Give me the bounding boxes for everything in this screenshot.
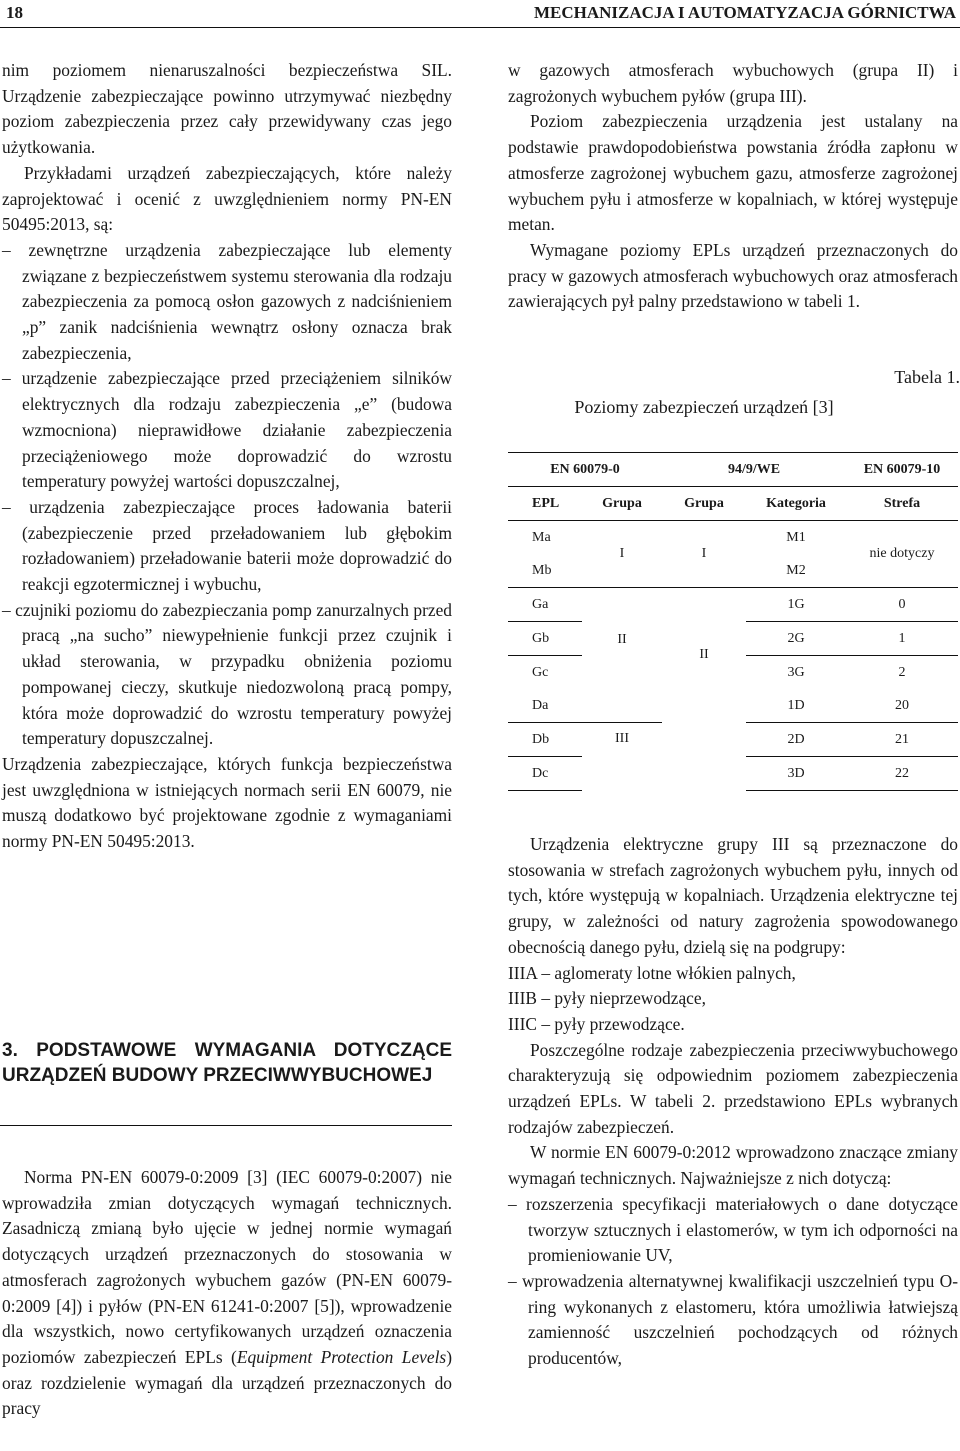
table-cell: 3D: [746, 757, 846, 791]
left-column: [2, 58, 452, 855]
left-paragraph-3: Urządzenia zabezpieczające, których funkcja bezpieczeństwa jest uwzględniona w istniejących normach serii EN 60079, nie muszą dodatkowo być projektowane zgodnie z wymaganiami normy PN-EN 50495:2013.: [2, 753, 452, 852]
header-rule: [0, 27, 960, 28]
table-cell: 20: [846, 689, 958, 723]
std-94-9-we: 94/9/WE: [662, 453, 846, 487]
page-number: 18: [6, 3, 23, 22]
table-cell: [662, 723, 746, 791]
table-cell: Gc: [532, 664, 549, 680]
table-cell: I: [582, 521, 662, 588]
table-label: Tabela 1.: [894, 367, 960, 387]
table-cell: Dc: [508, 757, 582, 791]
header-grupa: Grupa: [662, 487, 746, 521]
right-paragraph-3: Wymagane poziomy EPLs urządzeń przeznaczonych do pracy w gazowych atmosferach wybuchowych oraz atmosferach zawierających pył palny przedstawiono w tabeli 1.: [508, 239, 958, 312]
table-row: [508, 521, 958, 555]
right-paragraph-4: Urządzenia elektryczne grupy III są przeznaczone do stosowania w strefach zagrożonych wybuchem pyłu, innych od tych, które występują w kopalniach. Urządzenia elektryczne tej grupy, w zależności od natury zagrożenia spowodowanego obecnością danego pyłu, dzielą się na podgrupy:: [508, 834, 958, 957]
header-epl: EPL: [508, 487, 582, 521]
subgroup-iiic: IIIC – pyły przewodzące.: [508, 1013, 685, 1034]
table-cell: 21: [846, 723, 958, 757]
table-cell: Da: [508, 689, 582, 723]
table-title: Poziomy zabezpieczeń urządzeń [3]: [574, 397, 834, 417]
right-paragraph-1: w gazowych atmosferach wybuchowych (grupa II) i zagrożonych wybuchem pyłów (grupa III).: [508, 60, 958, 106]
right-paragraph-2: Poziom zabezpieczenia urządzenia jest ustalany na podstawie prawdopodobieństwa powstania źródła zapłonu w atmosferze zagrożonej wybuchem gazu, atmosferze zagrożonej wybuchem pyłu i atmosferze w kopalniach, w której występuje metan.: [508, 111, 958, 235]
journal-title: MECHANIZACJA I AUTOMATYZACJA GÓRNICTWA: [533, 3, 956, 22]
epl-expansion: Equipment Protection Levels: [236, 1346, 447, 1367]
right-column-bottom: [508, 832, 958, 1372]
epl-table: [508, 452, 958, 791]
table-cell: Mb: [508, 554, 582, 588]
table-header-row: [508, 487, 958, 521]
section-rule: [0, 1125, 452, 1126]
std-en-60079-0: EN 60079-0: [508, 453, 662, 487]
table-cell: Db: [508, 723, 582, 757]
table-cell: 1: [846, 622, 958, 656]
std-en-60079-10: EN 60079-10: [846, 453, 958, 487]
table-cell: 2G: [746, 622, 846, 656]
right-paragraph-6: W normie EN 60079-0:2012 wprowadzono znaczące zmiany wymagań technicznych. Najważniejsze z nich dotyczą:: [508, 1142, 958, 1189]
table-cell: II: [699, 647, 709, 663]
page-header: [0, 0, 960, 28]
table-row: [508, 588, 958, 622]
table-cell: 0: [846, 588, 958, 622]
table-cell: 1G: [746, 588, 846, 622]
bullet-level-sensors: – czujniki poziomu do zabezpieczania pomp zanurzalnych przed pracą „na sucho” niewypełnienie funkcji przez czujnik i układ sterowania, w przypadku obniżenia poziomu pompowanej cieczy, skutkuje niedozwoloną pracą pompy, która może doprowadzić do wzrostu temperatury powyżej temperatury dopuszczalnej.: [2, 599, 452, 749]
table-cell: [582, 689, 662, 723]
table-cell: 22: [846, 757, 958, 791]
table-cell: II: [617, 631, 627, 647]
table-cell: Gb: [508, 622, 582, 656]
left-column-bottom: [2, 1165, 452, 1422]
bullet-o-ring: – wprowadzenia alternatywnej kwalifikacji uszczelnień typu O-ring wykonanych z elastomeru, która umożliwia łatwiejszą zamienność uszczelnień pochodzących od różnych producentów,: [508, 1270, 958, 1369]
table-cell: 1D: [746, 689, 846, 723]
table-cell: nie dotyczy: [846, 521, 958, 588]
section-heading: 3. PODSTAWOWE WYMAGANIA DOTYCZĄCE URZĄDZEŃ BUDOWY PRZECIWWYBUCHOWEJ: [2, 1040, 452, 1086]
subgroup-iiia: IIIA – aglomeraty lotne włókien palnych,: [508, 962, 796, 983]
header-kategoria: Kategoria: [746, 487, 846, 521]
left-paragraph-4: Norma PN-EN 60079-0:2009 [3] (IEC 60079-0:2007) nie wprowadziła zmian dotyczących wymagań technicznych. Zasadniczą zmianą było ujęcie w jednej normie wymagań dotyczących urządzeń przeznaczonych do stosowania w atmosferach zagrożonych wybuchem gazów (PN-EN 60079-0:2009 [4]) i pyłów (PN-EN 61241-0:2007 [5]), wprowadzenie dla wszystkich, nowo certyfikowanych urządzeń oznaczenia poziomów zabezpieczeń EPLs (Equipment Protection Levels) oraz rozdzielenie wymagań dla urządzeń przeznaczonych do pracy: [2, 1167, 453, 1419]
left-paragraph-2: Przykładami urządzeń zabezpieczających, które należy zaprojektować i ocenić z uwzględnieniem normy PN-EN 50495:2013, są:: [2, 162, 452, 235]
table-cell: III: [615, 731, 629, 746]
table-cell: M1: [786, 529, 806, 545]
table-cell: 2D: [746, 723, 846, 757]
bullet-motor-overload: – urządzenie zabezpieczające przed przeciążeniem silników elektrycznych dla rodzaju zabezpieczenia „e” (budowa wzmocniona) nieprawidłowe działanie zabezpieczenia przeciążeniowego może doprowadzić do wzrostu temperatury powyżej wartości dopuszczalnej,: [2, 368, 452, 492]
header-strefa: Strefa: [846, 487, 958, 521]
table-cell: 2: [898, 664, 906, 680]
table-cell: I: [662, 521, 746, 588]
subgroup-iiib: IIIB – pyły nieprzewodzące,: [508, 988, 706, 1009]
header-grupa: Grupa: [582, 487, 662, 521]
bullet-material-specs: – rozszerzenia specyfikacji materiałowych o dane dotyczące tworzyw sztucznych i elastomerów, w tym ich odporności na promieniowanie UV,: [508, 1193, 958, 1266]
right-column-top: [508, 58, 958, 315]
bullet-pressurization: – zewnętrzne urządzenia zabezpieczające lub elementy związane z bezpieczeństwem systemu sterowania dla rodzaju zabezpieczenia za pomocą osłon gazowych z nadciśnieniem „p” zanik nadciśnienia wewnątrz osłony oznacza brak zabezpieczenia,: [2, 239, 452, 363]
table-cell: 3G: [787, 664, 805, 680]
left-paragraph-1: nim poziomem nienaruszalności bezpieczeństwa SIL. Urządzenie zabezpieczające powinno utrzymywać niezbędny poziom zabezpieczenia przez cały przewidywany czas jego użytkowania.: [2, 60, 452, 158]
table-standards-row: [508, 453, 958, 487]
table-cell: [582, 656, 662, 690]
table-row: [508, 723, 958, 757]
right-paragraph-5: Poszczególne rodzaje zabezpieczenia przeciwwybuchowego charakteryzują się odpowiednim poziomem zabezpieczenia urządzeń EPLs. W tabeli 2. przedstawiono EPLs wybranych rodzajów zabezpieczeń.: [508, 1039, 958, 1137]
bullet-battery-charging: – urządzenia zabezpieczające proces ładowania baterii (zabezpieczenie przed przeładowaniem lub głębokim rozładowaniem) przeładowanie baterii może doprowadzić do reakcji egzotermicznej i wybuchu,: [2, 496, 452, 595]
table-cell: Ma: [532, 529, 551, 545]
table-cell: Ga: [508, 588, 582, 622]
table-cell: M2: [746, 554, 846, 588]
